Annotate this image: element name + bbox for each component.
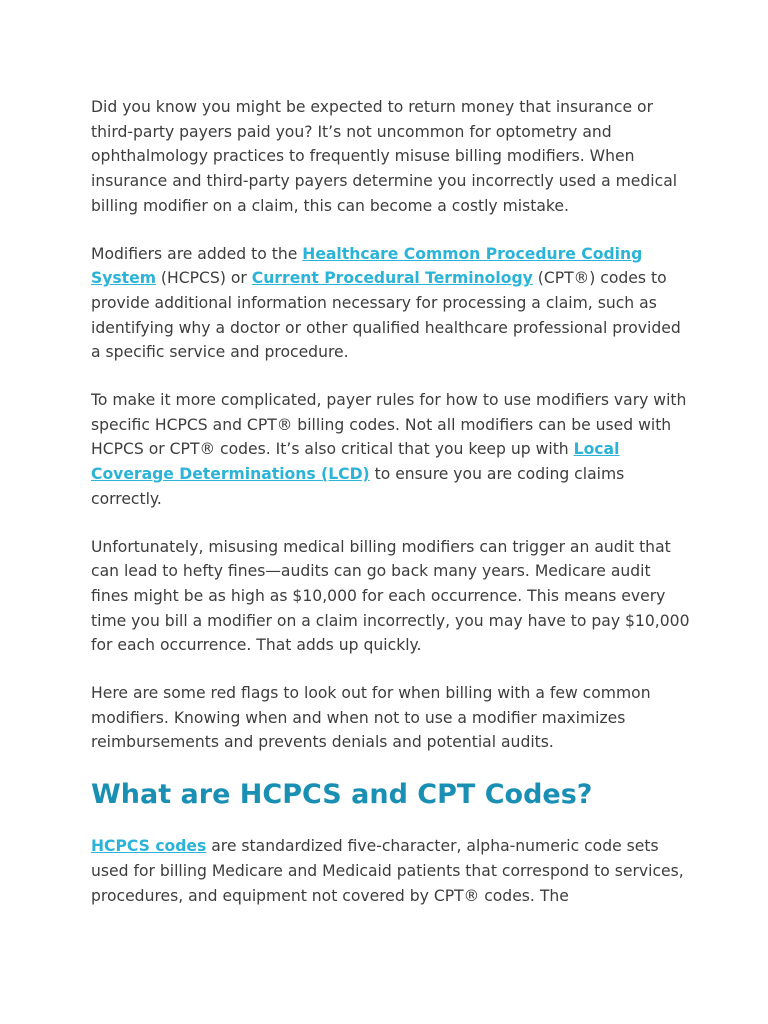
paragraph-audit-fines [91, 535, 691, 659]
paragraph-red-flags-text: Here are some red flags to look out for when billing with a few common modifiers. Knowing when and when not to use a modifier maximizes reimbursements and prevents denials and potential audits. [91, 684, 651, 752]
cpt-terminology-link[interactable]: Current Procedural Terminology [251, 269, 533, 288]
paragraph-hcpcs-codes [91, 834, 691, 908]
section-heading: What are HCPCS and CPT Codes? [91, 779, 593, 811]
paragraph-red-flags [91, 681, 691, 755]
paragraph-intro [91, 95, 691, 219]
lcd-link[interactable]: Local Coverage Determinations (LCD) [91, 440, 620, 484]
paragraph-intro-text: Did you know you might be expected to return money that insurance or third-party payers paid you? It’s not uncommon for optometry and ophthalmology practices to frequently misuse billing modifiers. When insurance and third-party payers determine you incorrectly used a medical billing modifier on a claim, this can become a costly mistake. [91, 98, 678, 215]
article-body [91, 95, 691, 931]
paragraph-modifiers-text-2: (HCPCS) or [155, 269, 252, 288]
paragraph-payer-rules-text-2: to ensure you are coding claims correctly. [91, 465, 625, 508]
paragraph-audit-fines-text: Unfortunately, misusing medical billing modifiers can trigger an audit that can lead to hefty fines—audits can go back many years. Medicare audit fines might be as high as $10,000 for each occurrence. This means every time you bill a modifier on a claim incorrectly, you may have to pay $10,000 for each occurrence. That adds up quickly. [91, 537, 690, 655]
paragraph-modifiers-text-3: (CPT®) codes to provide additional information necessary for processing a claim, such as identifying why a doctor or other qualified healthcare professional provided a specific service and procedure. [91, 269, 681, 362]
paragraph-modifiers-text-1: Modifiers are added to the [91, 244, 303, 263]
hcpcs-system-link[interactable]: Healthcare Common Procedure Coding System [91, 244, 643, 288]
paragraph-payer-rules-text-1: To make it more complicated, payer rules for how to use modifiers vary with specific HCPCS and CPT® billing codes. Not all modifiers can be used with HCPCS or CPT® codes. It’s also critical that you keep up with [91, 391, 687, 459]
paragraph-modifiers [91, 242, 691, 366]
paragraph-hcpcs-codes-text: are standardized five-character, alpha-numeric code sets used for billing Medicare and Medicaid patients that correspond to services, procedures, and equipment not covered by CPT® codes. The [91, 837, 684, 905]
hcpcs-codes-link[interactable]: HCPCS codes [91, 837, 207, 856]
paragraph-payer-rules [91, 388, 691, 512]
